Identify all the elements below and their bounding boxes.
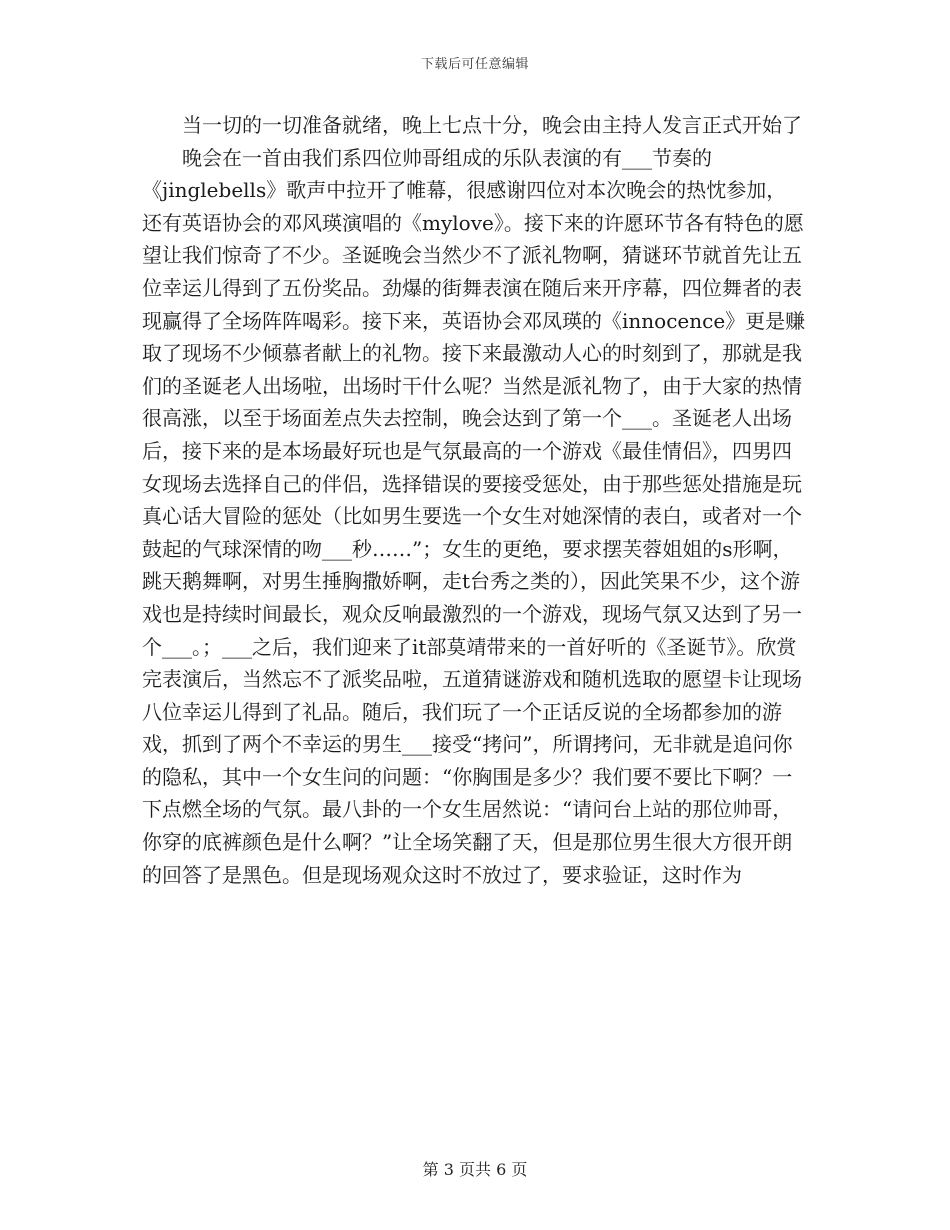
paragraph-opening: 当一切的一切准备就绪，晚上七点十分，晚会由主持人发言正式开始了: [182, 113, 802, 137]
document-body: [142, 109, 806, 891]
paragraph-main: 晚会在一首由我们系四位帅哥组成的乐队表演的有___节奏的《jinglebells》歌声中拉开了帷幕，很感谢四位对本次晚会的热忱参加，还有英语协会的邓风瑛演唱的《mylove》。接下来的许愿环节各有特色的愿望让我们惊奇了不少。圣诞晚会当然少不了派礼物啊，猜谜环节就首先让五位幸运儿得到了五份奖品。劲爆的街舞表演在随后来开序幕，四位舞者的表现赢得了全场阵阵喝彩。接下来，英语协会邓凤瑛的《innocence》更是赚取了现场不少倾慕者献上的礼物。接下来最激动人心的时刻到了，那就是我们的圣诞老人出场啦，出场时干什么呢？当然是派礼物了，由于大家的热情很高涨，以至于场面差点失去控制，晚会达到了第一个___。圣诞老人出场后，接下来的是本场最好玩也是气氛最高的一个游戏《最佳情侣》，四男四女现场去选择自己的伴侣，选择错误的要接受惩处，由于那些惩处措施是玩真心话大冒险的惩处（比如男生要选一个女生对她深情的表白，或者对一个鼓起的气球深情的吻___秒……”；女生的更绝，要求摆芙蓉姐姐的s形啊，跳天鹅舞啊，对男生捶胸撒娇啊，走t台秀之类的），因此笑果不少，这个游戏也是持续时间最长，观众反响最激烈的一个游戏，现场气氛又达到了另一个___。；___之后，我们迎来了it部莫靖带来的一首好听的《圣诞节》。欣赏完表演后，当然忘不了派奖品啦，五道猜谜游戏和随机选取的愿望卡让现场八位幸运儿得到了礼品。随后，我们玩了一个正话反说的全场都参加的游戏，抓到了两个不幸运的男生___接受“拷问”，所谓拷问，无非就是追问你的隐私，其中一个女生问的问题：“你胸围是多少？我们要不要比下啊？一下点燃全场的气氛。最八卦的一个女生居然说：“请问台上站的那位帅哥，你穿的底裤颜色是什么啊？”让全场笑翻了天，但是那位男生很大方很开朗的回答了是黑色。但是现场观众这时不放过了，要求验证，这时作为: [142, 145, 806, 887]
page-number: 第 3 页共 6 页: [422, 1160, 528, 1179]
page-header-note: 下载后可任意编辑: [420, 57, 529, 72]
